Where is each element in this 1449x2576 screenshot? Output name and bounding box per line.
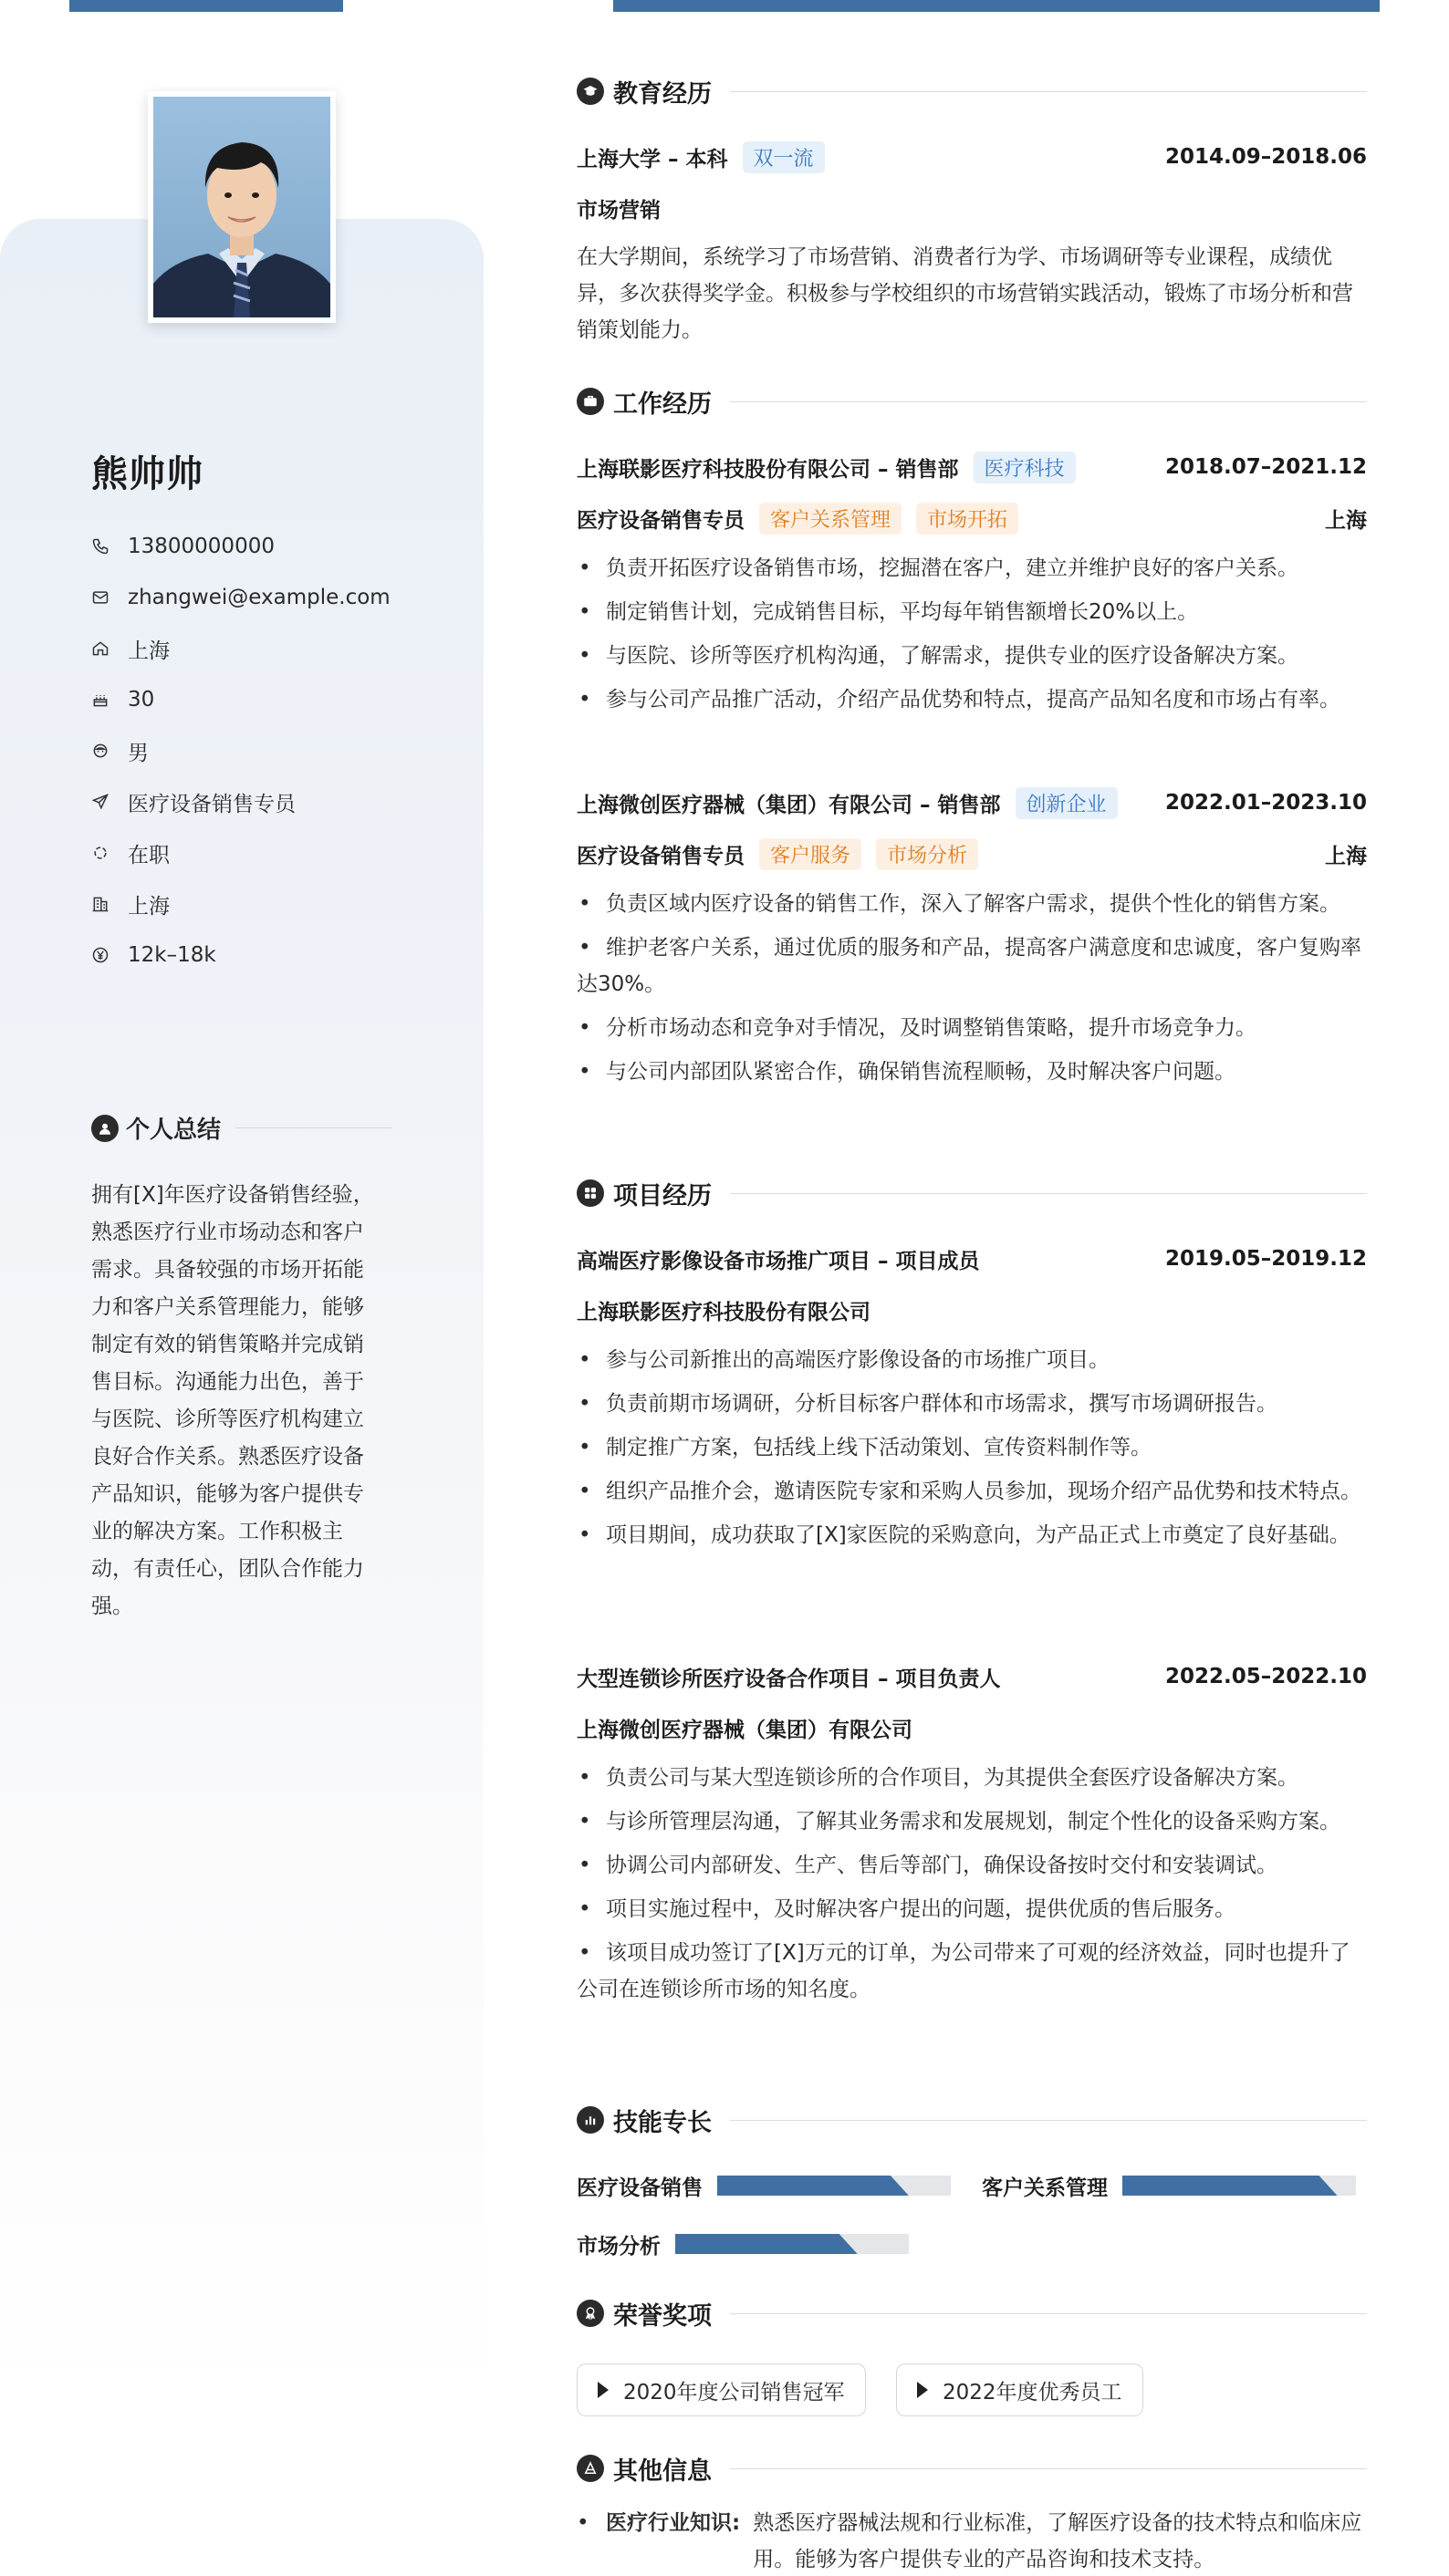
briefcase-icon <box>577 388 604 415</box>
job-skill-tag: 客户服务 <box>759 838 861 870</box>
award-icon <box>577 2300 604 2327</box>
list-item: • 负责区域内医疗设备的销售工作，深入了解客户需求，提供个性化的销售方案。 <box>577 886 1367 922</box>
graduation-cap-icon <box>577 78 604 105</box>
skill-bar-fill <box>717 2176 909 2196</box>
summary-section-header <box>91 1111 392 1145</box>
play-icon <box>917 2382 928 2398</box>
skills-section-header <box>577 2102 1367 2138</box>
list-item: • 与公司内部团队紧密合作，确保销售流程顺畅，及时解决客户问题。 <box>577 1054 1367 1090</box>
top-accent-bar-right <box>613 0 1380 12</box>
awards-title: 荣誉奖项 <box>613 2301 712 2331</box>
contact-location-text: 上海 <box>128 639 170 663</box>
bullet-dot: • <box>577 2511 589 2535</box>
project-company: 上海联影医疗科技股份有限公司 <box>577 1300 870 1324</box>
play-icon <box>598 2382 609 2398</box>
bar-chart-icon <box>577 2106 604 2134</box>
skill-label: 市场分析 <box>577 2234 661 2259</box>
skill-bar-fill <box>675 2234 858 2254</box>
contact-email-text: zhangwei@example.com <box>128 586 391 609</box>
job-period: 2018.07–2021.12 <box>1164 455 1367 479</box>
grid-icon <box>577 1179 604 1207</box>
list-item: • 该项目成功签订了[X]万元的订单，为公司带来了可观的经济效益，同时也提升了公司在连锁诊所市场的知名度。 <box>577 1935 1367 2008</box>
user-icon <box>91 1115 119 1142</box>
status-icon <box>91 844 128 862</box>
education-major: 市场营销 <box>577 198 661 223</box>
building-icon <box>91 895 128 913</box>
job-company-tag: 创新企业 <box>1016 787 1118 819</box>
award-label: 2020年度公司销售冠军 <box>623 2380 845 2405</box>
job-period: 2022.01–2023.10 <box>1164 791 1367 815</box>
job-city: 上海 <box>1325 844 1367 868</box>
awards-section-header <box>577 2295 1367 2332</box>
avatar <box>148 91 336 323</box>
contact-email <box>91 572 391 623</box>
job-skill-tag: 市场分析 <box>876 838 978 870</box>
job-role: 医疗设备销售专员 <box>577 844 745 868</box>
list-item: • 负责开拓医疗设备销售市场，挖掘潜在客户，建立并维护良好的客户关系。 <box>577 550 1367 587</box>
other-value: 熟悉医疗器械法规和行业标准，了解医疗设备的技术特点和临床应用。能够为客户提供专业的产品咨询和技术支持。 <box>753 2511 1362 2571</box>
contact-gender-text: 男 <box>128 741 149 765</box>
education-description: 在大学期间，系统学习了市场营销、消费者行为学、市场调研等专业课程，成绩优异，多次获得奖学金。积极参与学校组织的市场营销实践活动，锻炼了市场分析和营销策划能力。 <box>577 245 1353 342</box>
list-item: • 组织产品推介会，邀请医院专家和采购人员参加，现场介绍产品优势和技术特点。 <box>577 1473 1367 1510</box>
job-bullets <box>577 550 1367 725</box>
skills-title: 技能专长 <box>613 2108 712 2137</box>
job-role: 医疗设备销售专员 <box>577 508 745 533</box>
education-section-header <box>577 73 1367 109</box>
project-period: 2019.05–2019.12 <box>1164 1247 1367 1271</box>
job-bullets <box>577 886 1367 1097</box>
education-period: 2014.09–2018.06 <box>1164 145 1367 169</box>
summary-title: 个人总结 <box>126 1117 222 1144</box>
list-item: • 协调公司内部研发、生产、售后等部门，确保设备按时交付和安装调试。 <box>577 1847 1367 1884</box>
list-item: • 项目期间，成功获取了[X]家医院的采购意向，为产品正式上市奠定了良好基础。 <box>577 1517 1367 1553</box>
list-item: • 参与公司新推出的高端医疗影像设备的市场推广项目。 <box>577 1342 1367 1378</box>
contact-status <box>91 827 391 878</box>
contact-age <box>91 674 391 725</box>
skill-item <box>982 2167 1356 2204</box>
education-major-row <box>577 190 1367 226</box>
education-header-row <box>577 139 1367 175</box>
info-icon <box>577 2455 604 2482</box>
award-label: 2022年度优秀员工 <box>943 2380 1122 2405</box>
education-title: 教育经历 <box>613 79 712 109</box>
job-role-row <box>577 836 1367 872</box>
skill-label: 医疗设备销售 <box>577 2176 703 2200</box>
contact-list <box>91 521 391 981</box>
project-name: 高端医疗影像设备市场推广项目 – 项目成员 <box>577 1249 980 1273</box>
top-accent-bar-left <box>69 0 343 12</box>
award-chip <box>896 2363 1143 2416</box>
project-period: 2022.05–2022.10 <box>1164 1665 1367 1688</box>
projects-title: 项目经历 <box>613 1181 712 1210</box>
divider <box>235 1127 392 1128</box>
gender-icon <box>91 742 128 760</box>
project-company-row <box>577 1709 1367 1746</box>
mail-icon <box>91 588 128 607</box>
list-item: • 负责公司与某大型连锁诊所的合作项目，为其提供全套医疗设备解决方案。 <box>577 1760 1367 1796</box>
divider <box>730 91 1367 92</box>
project-bullets <box>577 1760 1367 2015</box>
work-title: 工作经历 <box>613 390 712 419</box>
other-item <box>577 2505 1367 2576</box>
award-chip <box>577 2363 866 2416</box>
project-header-row <box>577 1241 1367 1277</box>
summary-text: 拥有[X]年医疗设备销售经验，熟悉医疗行业市场动态和客户需求。具备较强的市场开拓能力和客户关系管理能力，能够制定有效的销售策略并完成销售目标。沟通能力出色，善于与医院、诊所等医疗机构建立良好合作关系。熟悉医疗设备产品知识，能够为客户提供专业的解决方案。工作积极主动，有责任心，团队合作能力强。 <box>91 1183 374 1618</box>
contact-salary <box>91 930 391 981</box>
list-item: • 与医院、诊所等医疗机构沟通，了解需求，提供专业的医疗设备解决方案。 <box>577 638 1367 674</box>
skill-item <box>577 2167 951 2204</box>
list-item: • 维护老客户关系，通过优质的服务和产品，提高客户满意度和忠诚度，客户复购率达30%。 <box>577 930 1367 1002</box>
job-skill-tag: 客户关系管理 <box>759 503 902 535</box>
contact-location <box>91 623 391 674</box>
divider <box>730 1193 1367 1194</box>
cake-icon <box>91 691 128 709</box>
avatar-photo <box>153 97 330 317</box>
send-icon <box>91 793 128 811</box>
divider <box>730 2313 1367 2314</box>
divider <box>730 401 1367 402</box>
project-company-row <box>577 1292 1367 1328</box>
list-item: • 制定销售计划，完成销售目标，平均每年销售额增长20%以上。 <box>577 594 1367 630</box>
job-header-row <box>577 784 1367 821</box>
skill-label: 客户关系管理 <box>982 2176 1108 2200</box>
divider <box>730 2468 1367 2469</box>
list-item: • 与诊所管理层沟通，了解其业务需求和发展规划，制定个性化的设备采购方案。 <box>577 1803 1367 1840</box>
skill-bar-fill <box>1122 2176 1338 2196</box>
work-section-header <box>577 383 1367 420</box>
list-item: • 分析市场动态和竞争对手情况，及时调整销售策略，提升市场竞争力。 <box>577 1010 1367 1046</box>
candidate-name: 熊帅帅 <box>91 453 203 495</box>
project-header-row <box>577 1658 1367 1695</box>
home-icon <box>91 639 128 658</box>
contact-work-city <box>91 878 391 930</box>
school-name: 上海大学 – 本科 <box>577 147 728 171</box>
skill-bar <box>1122 2176 1356 2196</box>
list-item: • 项目实施过程中，及时解决客户提出的问题，提供优质的售后服务。 <box>577 1891 1367 1927</box>
project-name: 大型连锁诊所医疗设备合作项目 – 项目负责人 <box>577 1667 1001 1691</box>
other-section-header <box>577 2450 1367 2487</box>
yen-icon <box>91 946 128 964</box>
project-bullets <box>577 1342 1367 1561</box>
projects-section-header <box>577 1175 1367 1211</box>
school-tag: 双一流 <box>743 141 825 173</box>
contact-phone <box>91 521 391 572</box>
contact-phone-text: 13800000000 <box>128 535 275 558</box>
job-company: 上海微创医疗器械（集团）有限公司 – 销售部 <box>577 793 1001 817</box>
skill-item <box>577 2226 909 2262</box>
job-header-row <box>577 449 1367 485</box>
job-skill-tag: 市场开拓 <box>916 503 1018 535</box>
divider <box>730 2120 1367 2121</box>
other-key: 医疗行业知识: <box>606 2511 741 2535</box>
list-item: • 负责前期市场调研，分析目标客户群体和市场需求，撰写市场调研报告。 <box>577 1386 1367 1422</box>
list-item: • 参与公司产品推广活动，介绍产品优势和特点，提高产品知名度和市场占有率。 <box>577 681 1367 718</box>
job-role-row <box>577 500 1367 536</box>
skill-bar <box>717 2176 951 2196</box>
contact-work-city-text: 上海 <box>128 894 170 919</box>
other-title: 其他信息 <box>613 2457 712 2486</box>
skill-bar <box>675 2234 909 2254</box>
contact-position-text: 医疗设备销售专员 <box>128 792 296 816</box>
contact-age-text: 30 <box>128 688 155 712</box>
job-company-tag: 医疗科技 <box>974 452 1076 483</box>
contact-salary-text: 12k–18k <box>128 943 216 967</box>
list-item: • 制定推广方案，包括线上线下活动策划、宣传资料制作等。 <box>577 1429 1367 1466</box>
project-company: 上海微创医疗器械（集团）有限公司 <box>577 1718 912 1742</box>
job-company: 上海联影医疗科技股份有限公司 – 销售部 <box>577 457 959 482</box>
job-city: 上海 <box>1325 508 1367 533</box>
contact-position <box>91 776 391 827</box>
contact-status-text: 在职 <box>128 843 170 867</box>
phone-icon <box>91 537 128 556</box>
contact-gender <box>91 725 391 776</box>
